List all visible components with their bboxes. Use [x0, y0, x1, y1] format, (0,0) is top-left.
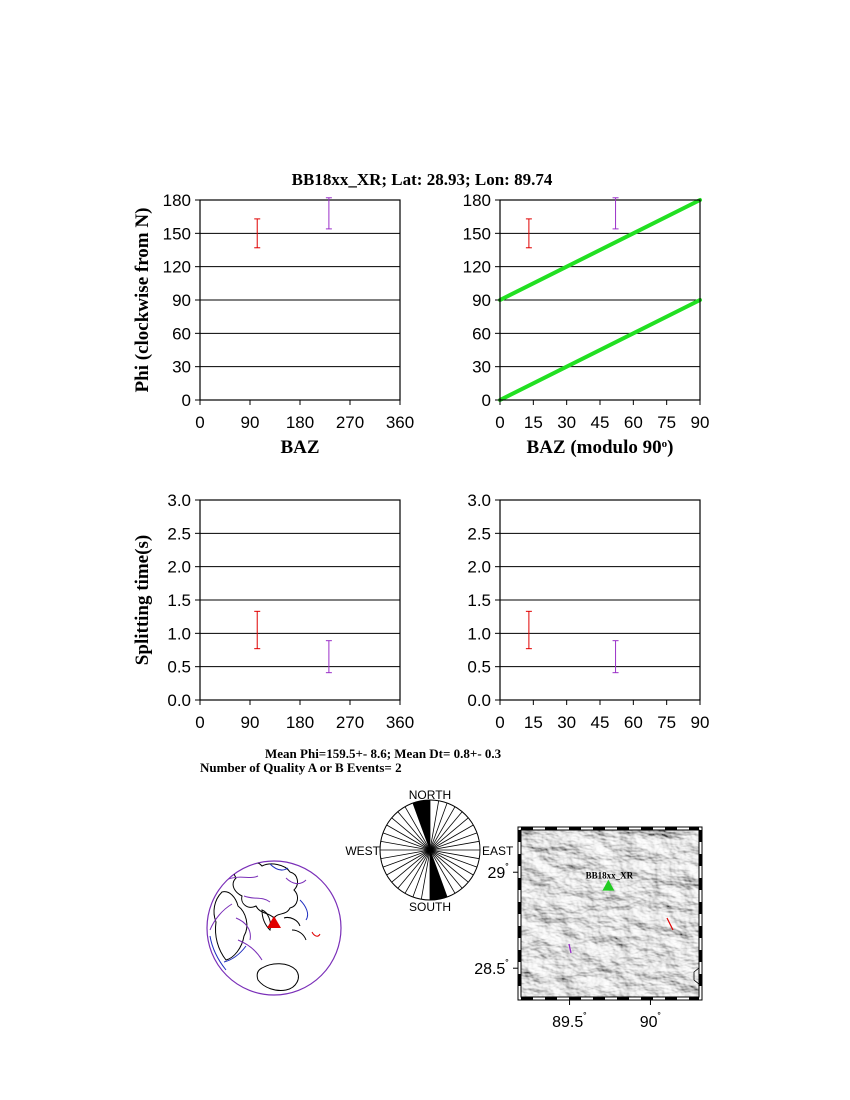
y-tick-label: 90 [172, 291, 191, 310]
data-point-errorbar [326, 641, 332, 673]
map-station-label: BB18xx_XR [585, 870, 634, 881]
y-axis-label: Phi (clockwise from N) [132, 207, 153, 393]
chart-dt_vs_baz [132, 491, 414, 732]
data-point-errorbar [254, 611, 260, 648]
x-tick-label: 45 [590, 413, 610, 432]
y-axis-label: Splitting time(s) [132, 534, 153, 666]
y-tick-label: 0.0 [167, 691, 191, 710]
x-tick-label: 15 [523, 413, 543, 432]
x-axis-label: BAZ [280, 437, 320, 458]
summary-count-line: Number of Quality A or B Events= 2 [200, 760, 402, 775]
y-tick-label: 60 [172, 324, 191, 344]
y-tick-label: 180 [462, 191, 491, 210]
x-tick-label: 90 [240, 413, 260, 432]
globe-inset [207, 861, 341, 995]
y-tick-label: 60 [472, 324, 491, 344]
y-tick-label: 120 [462, 257, 491, 277]
y-tick-label: 180 [162, 191, 191, 210]
x-tick-label: 30 [557, 713, 577, 732]
null-direction-line [500, 200, 700, 300]
chart-phi_vs_baz_mod90 [463, 191, 710, 458]
y-tick-label: 2.0 [467, 557, 491, 577]
map-lon-label: 90˚ [639, 1012, 662, 1031]
data-point-errorbar [613, 198, 619, 229]
rose-diagram [380, 800, 480, 900]
y-tick-label: 0.5 [167, 657, 191, 677]
y-tick-label: 30 [472, 357, 491, 377]
y-tick-label: 0.5 [467, 657, 491, 677]
map-lon-label: 89.5˚ [552, 1012, 587, 1031]
y-tick-label: 150 [462, 224, 491, 244]
y-tick-label: 150 [162, 224, 191, 244]
y-tick-label: 120 [162, 257, 191, 277]
y-tick-label: 3.0 [467, 491, 491, 510]
x-tick-label: 90 [240, 713, 260, 732]
y-tick-label: 1.5 [167, 591, 191, 610]
y-tick-label: 3.0 [167, 491, 191, 510]
x-tick-label: 180 [285, 413, 315, 432]
chart-phi_vs_baz [132, 191, 414, 458]
x-tick-label: 0 [195, 713, 205, 732]
x-tick-label: 180 [285, 713, 315, 732]
station-map-terrain [521, 830, 699, 997]
y-tick-label: 1.0 [167, 624, 191, 644]
y-tick-label: 0 [181, 391, 191, 410]
x-tick-label: 45 [590, 713, 610, 732]
x-tick-label: 360 [385, 413, 415, 432]
x-tick-label: 75 [657, 413, 677, 432]
rose-label-east: EAST [482, 844, 514, 858]
null-direction-line [500, 300, 700, 400]
x-tick-label: 0 [495, 713, 505, 732]
map-lat-label: 28.5˚ [474, 959, 509, 979]
data-point-errorbar [326, 198, 332, 229]
x-tick-label: 30 [557, 413, 577, 432]
x-tick-label: 90 [690, 413, 710, 432]
x-tick-label: 0 [195, 413, 205, 432]
y-tick-label: 1.5 [467, 591, 491, 610]
rose-label-west: WEST [345, 844, 380, 858]
data-point-errorbar [613, 641, 619, 673]
y-tick-label: 1.0 [467, 624, 491, 644]
y-tick-label: 2.5 [467, 524, 491, 544]
x-tick-label: 60 [623, 713, 643, 732]
chart-dt_vs_baz_mod90 [467, 491, 709, 732]
x-tick-label: 15 [523, 713, 543, 732]
data-point-errorbar [526, 611, 532, 648]
summary-mean-line: Mean Phi=159.5+- 8.6; Mean Dt= 0.8+- 0.3 [265, 746, 502, 761]
y-tick-label: 0 [481, 391, 491, 410]
x-tick-label: 270 [335, 713, 365, 732]
x-tick-label: 75 [657, 713, 677, 732]
x-tick-label: 90 [690, 713, 710, 732]
y-tick-label: 2.5 [167, 524, 191, 544]
x-tick-label: 360 [385, 713, 415, 732]
x-axis-label: BAZ (modulo 90$^o$) [526, 437, 674, 458]
y-tick-label: 30 [172, 357, 191, 377]
map-lat-label: 29˚ [487, 863, 509, 883]
rose-label-south: SOUTH [409, 900, 451, 914]
x-tick-label: 270 [335, 413, 365, 432]
x-tick-label: 0 [495, 413, 505, 432]
y-tick-label: 90 [472, 291, 491, 310]
x-tick-label: 60 [623, 413, 643, 432]
figure-title: BB18xx_XR; Lat: 28.93; Lon: 89.74 [291, 170, 553, 189]
y-tick-label: 2.0 [167, 557, 191, 577]
y-tick-label: 0.0 [467, 691, 491, 710]
rose-label-north: NORTH [408, 788, 452, 802]
